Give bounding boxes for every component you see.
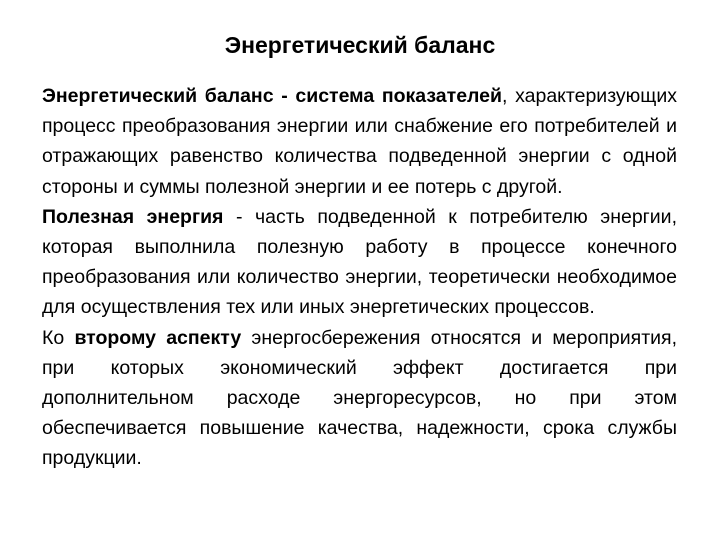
slide-title: Энергетический баланс (224, 32, 496, 58)
slide-body (42, 81, 677, 474)
term-useful-energy: Полезная энергия (42, 205, 224, 228)
paragraph-useful-energy (42, 202, 677, 323)
term-energy-balance: Энергетический баланс - система показателей (42, 85, 503, 107)
definition-energy-balance: , характеризующих процесс преобразования энергии или снабжение его потребителей и отражающих равенство количества подведенной энергии с одной стороны и суммы полезной энергии и ее потерь с другой. (42, 85, 677, 198)
paragraph-second-aspect (42, 323, 677, 474)
paragraph-energy-balance (42, 81, 677, 202)
definition-second-aspect: энергосбережения относятся и мероприятия, при которых экономический эффект достигается при дополнительном расходе энергоресурсов, но при этом обеспечивается повышение качества, надежности, срока службы продукции. (42, 326, 677, 470)
prefix-second-aspect: Ко (42, 326, 75, 349)
term-second-aspect: второму аспекту (74, 326, 242, 349)
definition-useful-energy: - часть подведенной к потребителю энергии, которая выполнила полезную работу в процессе конечного преобразования или количество энергии, теоретически необходимое для осуществления тех или иных энергетических процессов. (42, 205, 677, 319)
